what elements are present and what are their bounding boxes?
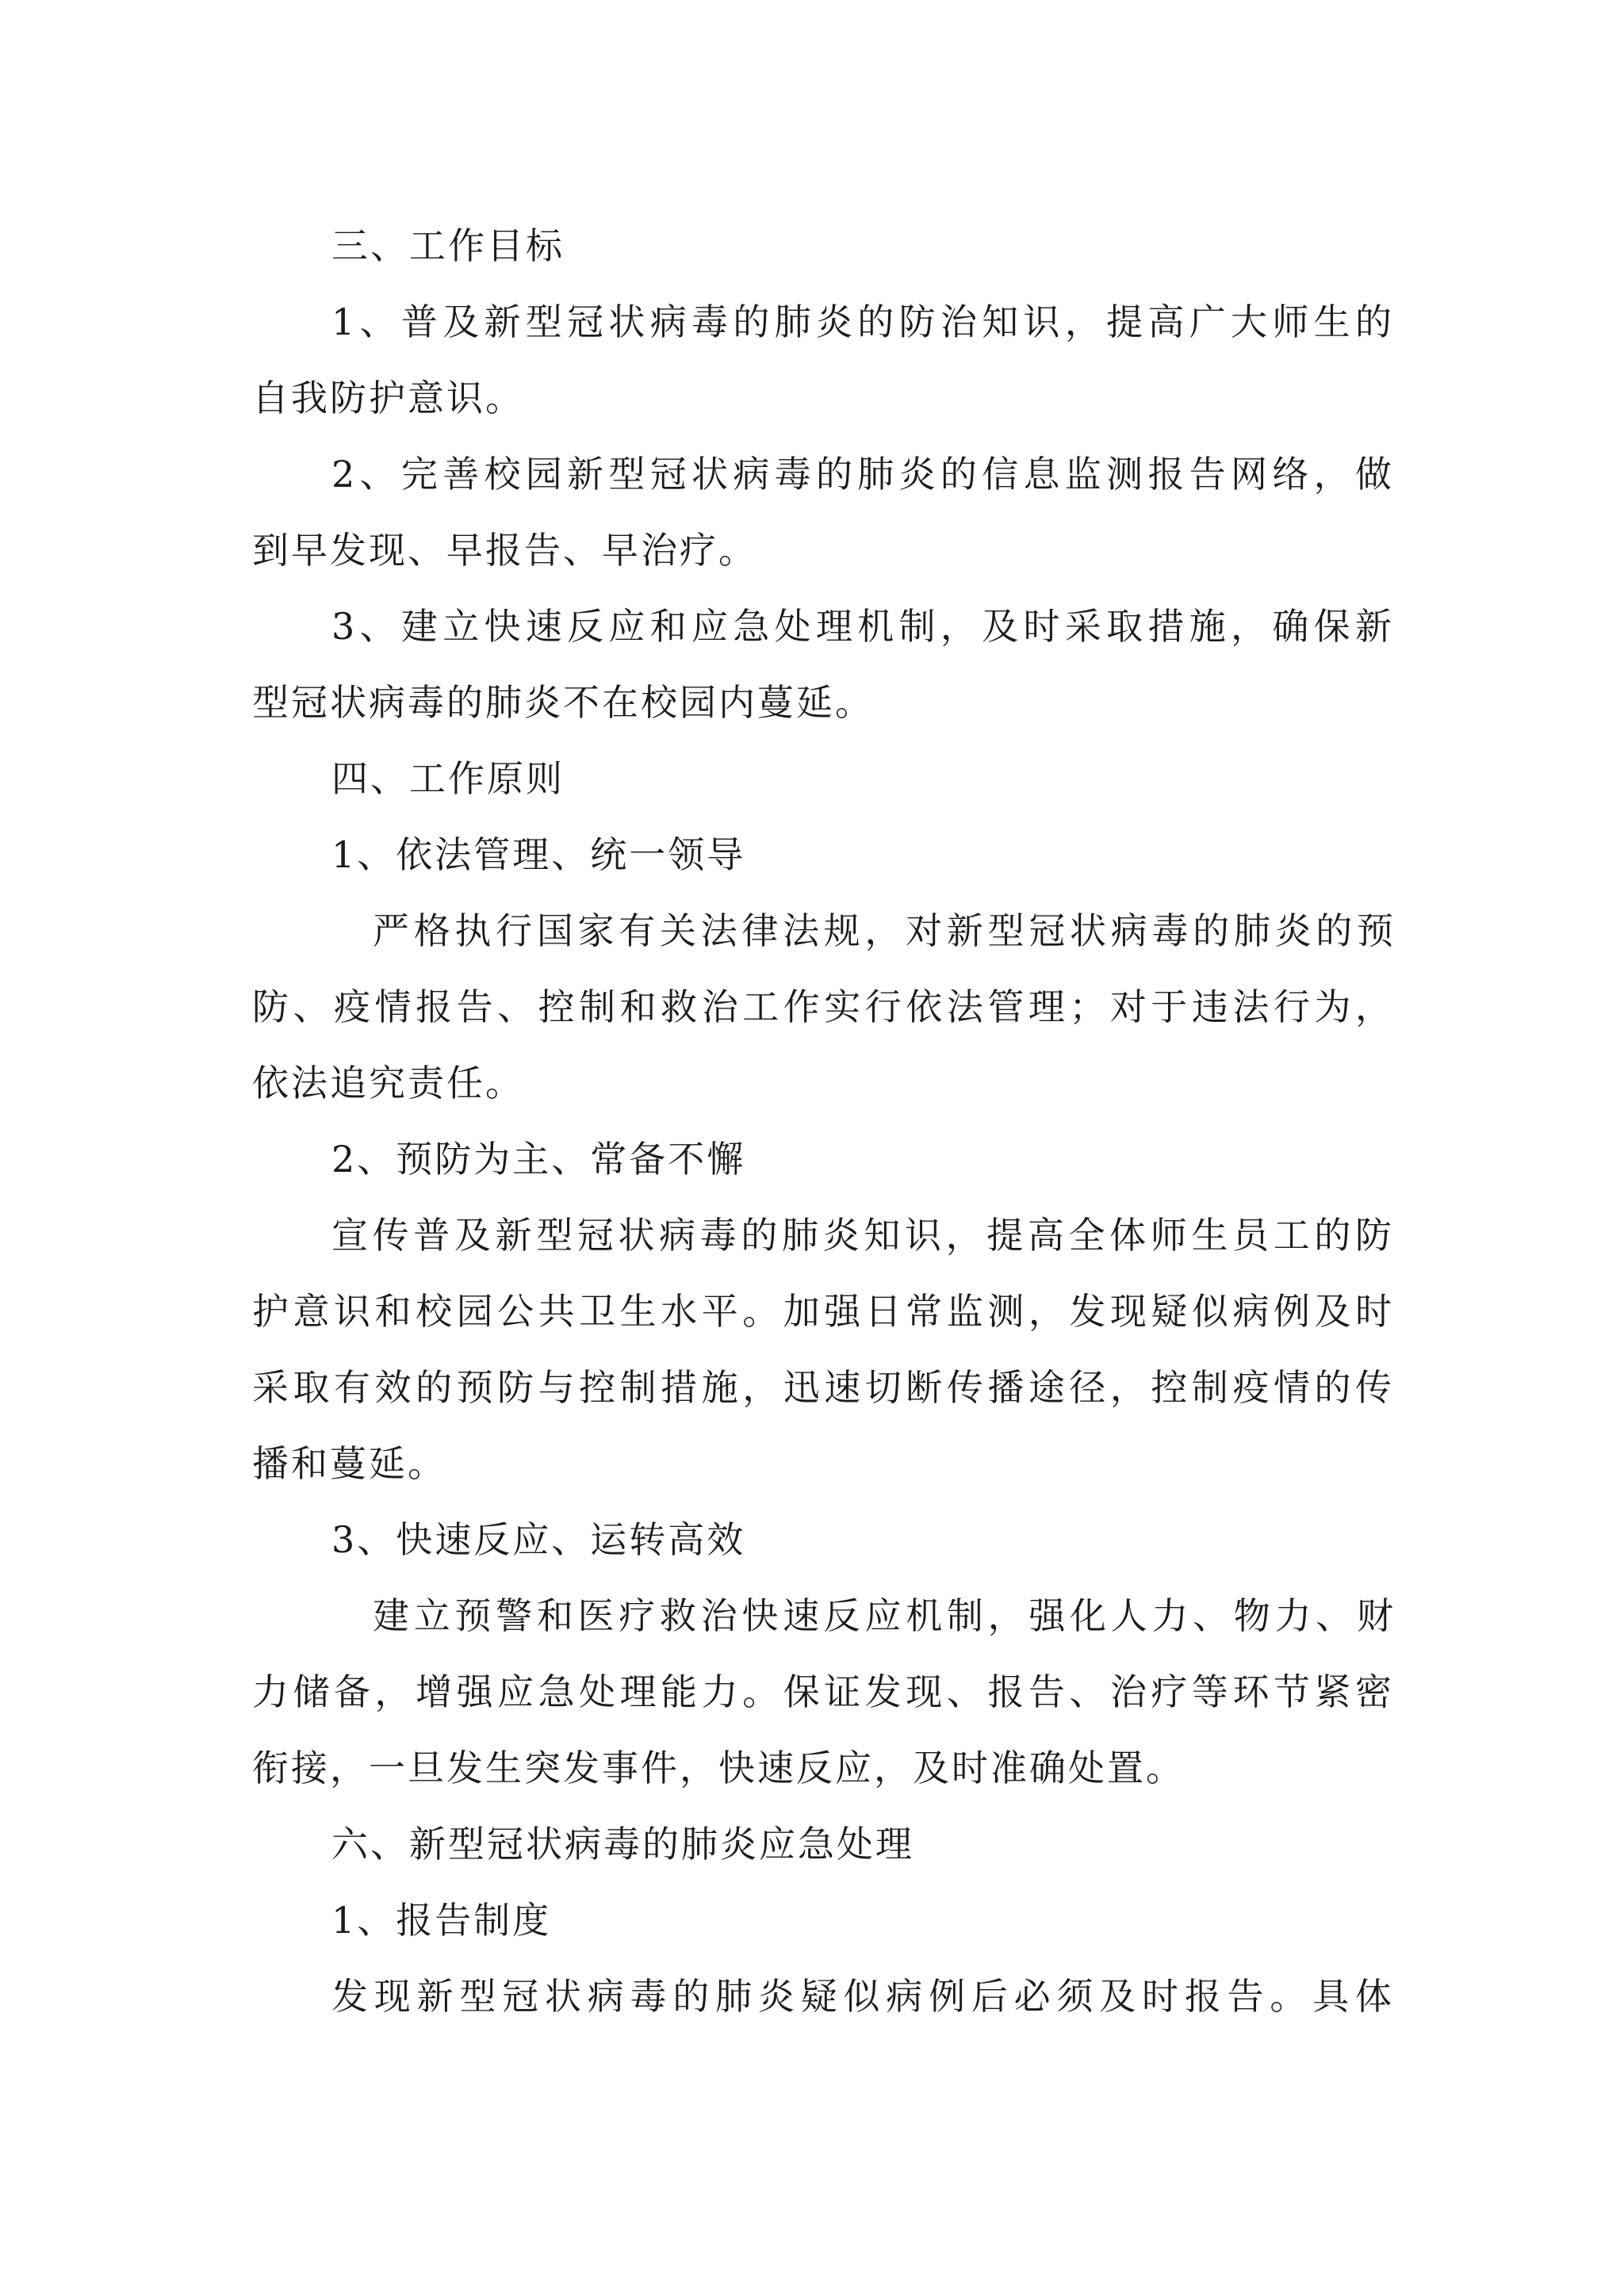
paragraph-line: 发现新型冠状病毒的肺炎疑似病例后必须及时报告。具体 <box>331 1975 1394 2018</box>
paragraph-line: 依法追究责任。 <box>252 1062 524 1104</box>
paragraph-line: 宣传普及新型冠状病毒的肺炎知识，提高全体师生员工的防 <box>331 1214 1394 1257</box>
paragraph-line: 力储备，增强应急处理能力。保证发现、报告、治疗等环节紧密 <box>252 1670 1394 1713</box>
section-heading-emergency: 六、新型冠状病毒的肺炎应急处理 <box>331 1823 914 1866</box>
paragraph-line: 采取有效的预防与控制措施，迅速切断传播途径，控制疫情的传 <box>252 1366 1394 1409</box>
paragraph-line: 2、完善校园新型冠状病毒的肺炎的信息监测报告网络，做 <box>331 453 1394 496</box>
paragraph-line: 播和蔓延。 <box>252 1442 446 1485</box>
subheading: 1、依法管理、统一领导 <box>331 833 746 876</box>
subheading: 1、报告制度 <box>331 1899 552 1942</box>
paragraph-line: 型冠状病毒的肺炎不在校园内蔓延。 <box>252 681 874 724</box>
section-heading-principles: 四、工作原则 <box>331 757 565 800</box>
paragraph-line: 自我防护意识。 <box>252 377 524 419</box>
subheading: 2、预防为主、常备不懈 <box>331 1138 746 1181</box>
paragraph-line: 到早发现、早报告、早治疗。 <box>252 529 757 572</box>
paragraph-line: 3、建立快速反应和应急处理机制，及时采取措施，确保新 <box>331 605 1394 648</box>
section-heading-goals: 三、工作目标 <box>331 224 565 267</box>
paragraph-line: 1、普及新型冠状病毒的肺炎的防治知识，提高广大师生的 <box>331 300 1394 343</box>
paragraph-line: 严格执行国家有关法律法规，对新型冠状病毒的肺炎的预 <box>373 909 1396 952</box>
paragraph-line: 建立预警和医疗救治快速反应机制，强化人力、物力、财 <box>373 1594 1396 1637</box>
paragraph-line: 防、疫情报告、控制和救治工作实行依法管理；对于违法行为， <box>252 985 1394 1028</box>
paragraph-line: 衔接，一旦发生突发事件，快速反应，及时准确处置。 <box>252 1747 1185 1789</box>
paragraph-line: 护意识和校园公共卫生水平。加强日常监测，发现疑似病例及时 <box>252 1290 1394 1333</box>
subheading: 3、快速反应、运转高效 <box>331 1518 746 1561</box>
